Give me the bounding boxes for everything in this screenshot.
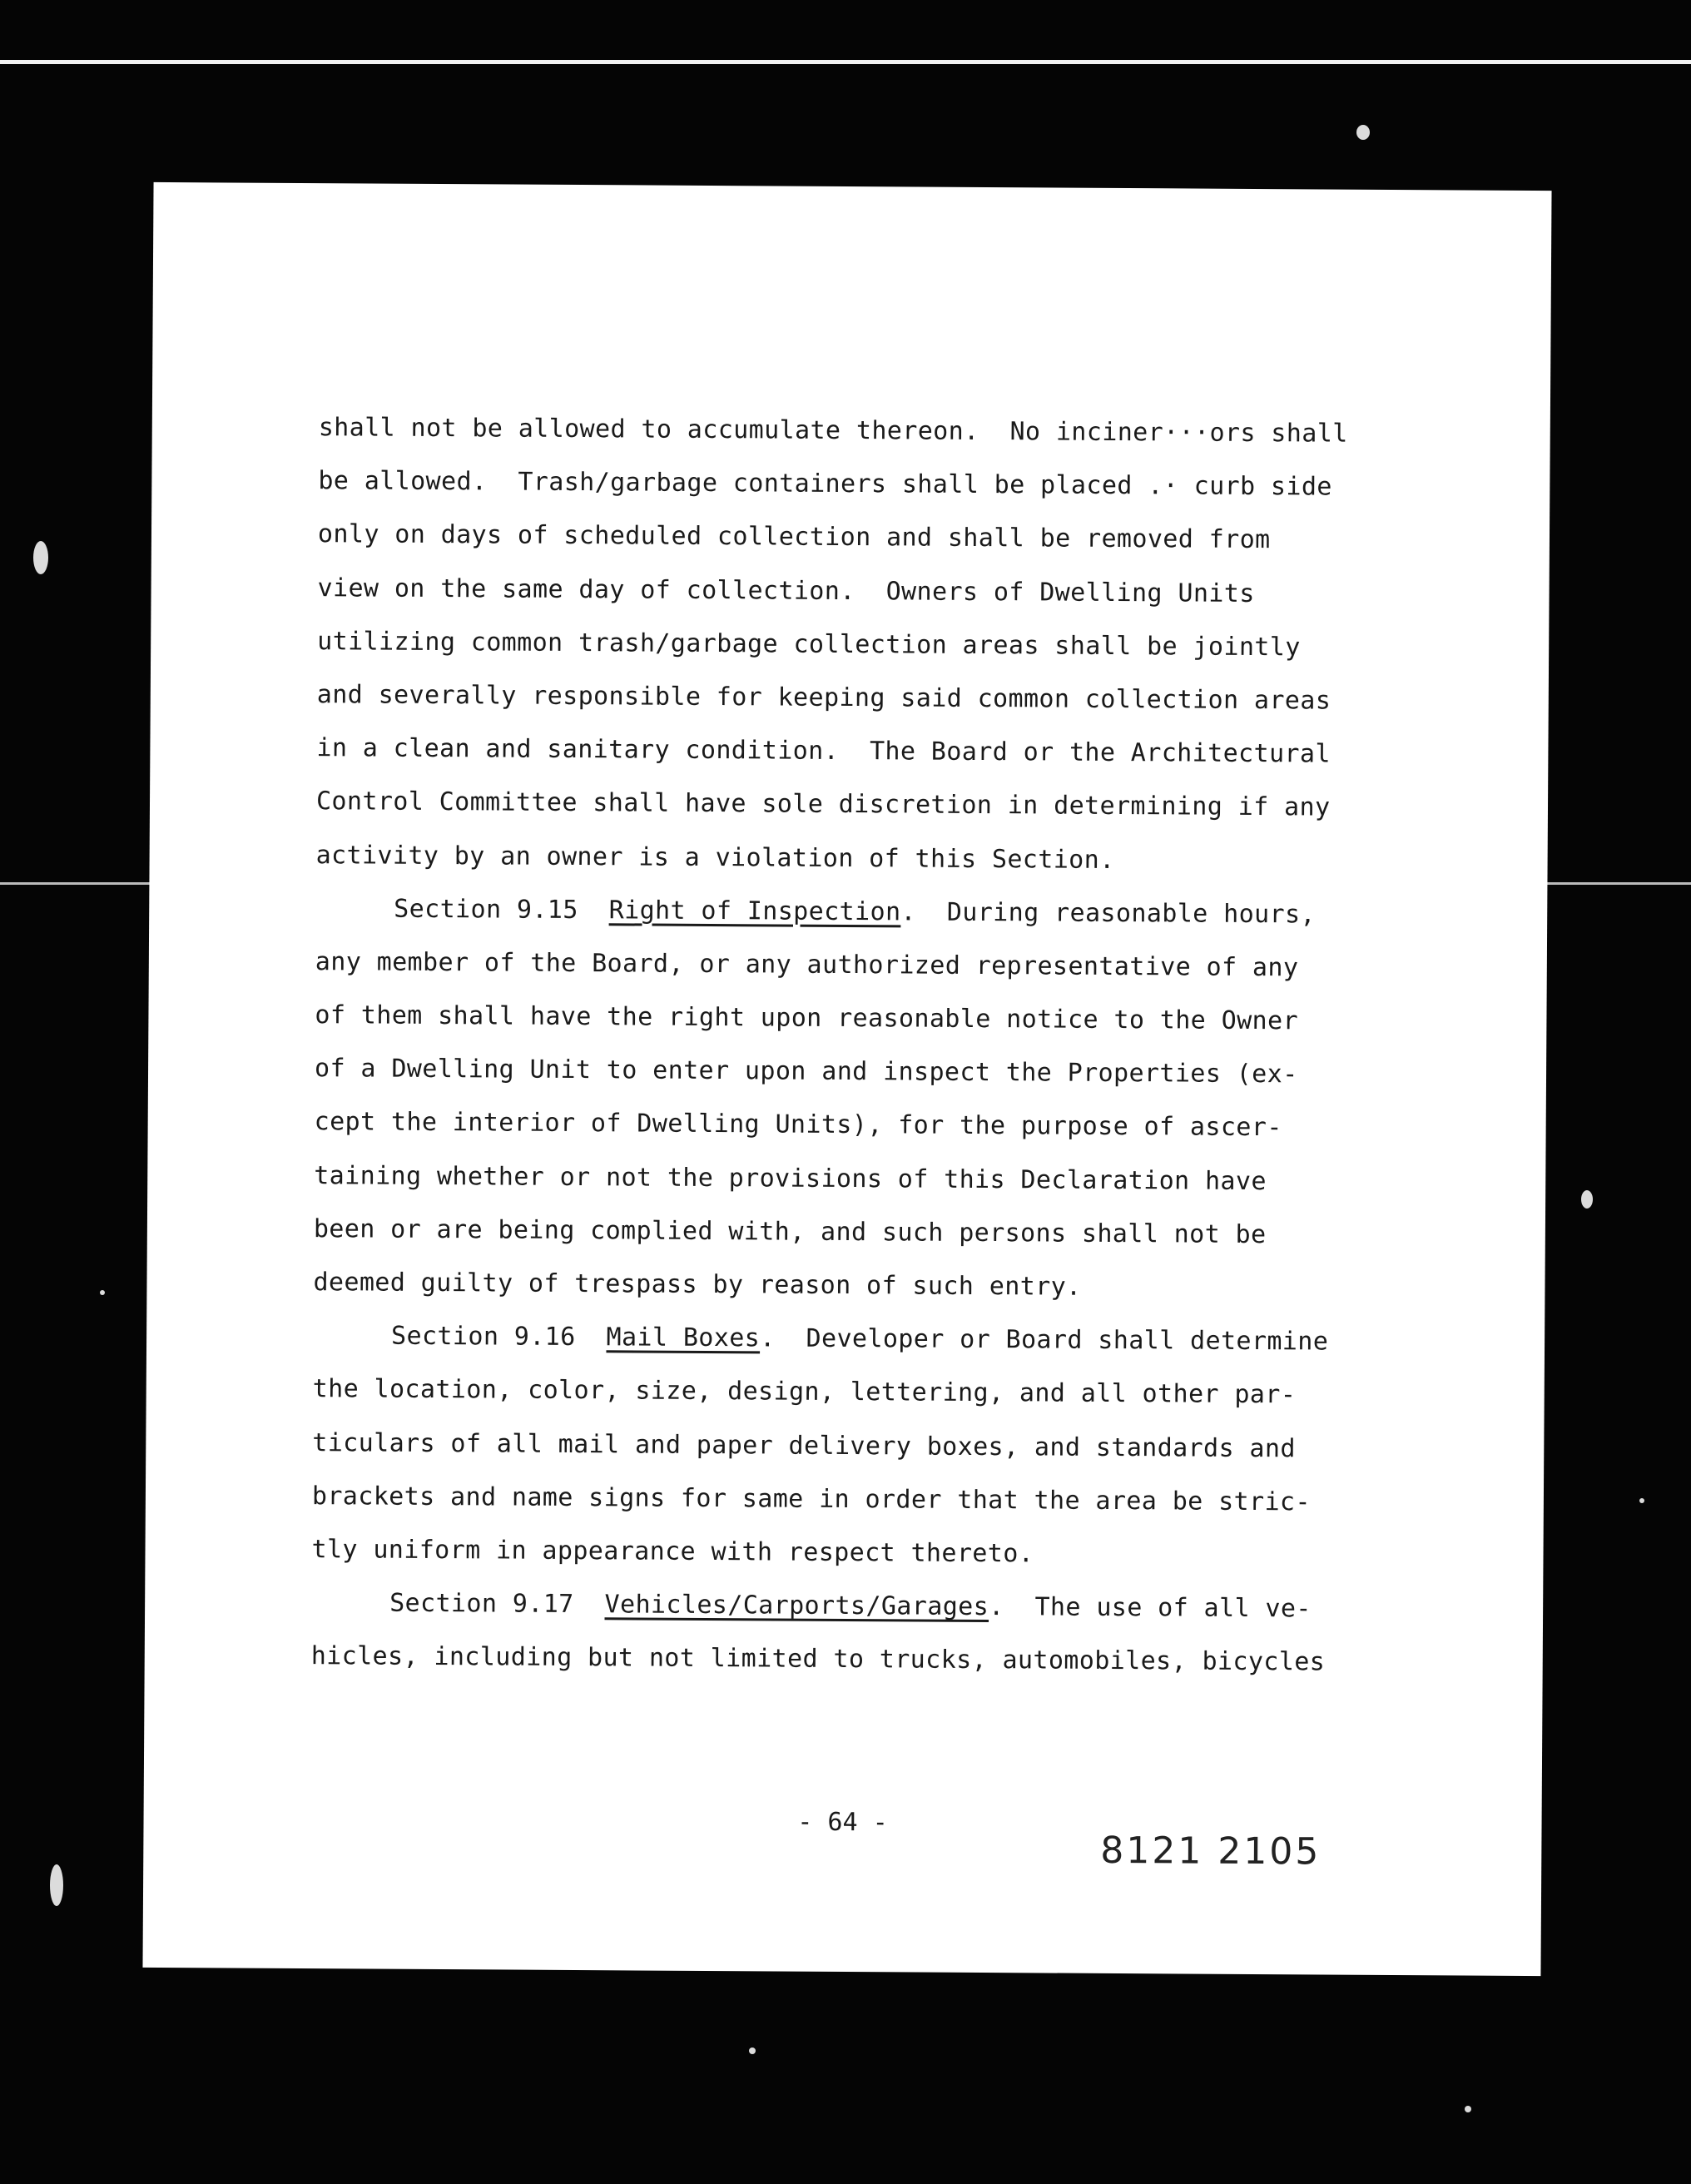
scan-speck bbox=[1581, 1190, 1593, 1209]
text-line bbox=[315, 829, 1414, 889]
line-text: activity by an owner is a violation of this Section. bbox=[315, 840, 1115, 875]
page-number: - 64 - bbox=[797, 1807, 888, 1838]
text-line bbox=[313, 1256, 1411, 1316]
line-text: utilizing common trash/garbage collection areas shall be jointly bbox=[317, 626, 1301, 663]
paragraph bbox=[311, 1576, 1411, 1690]
text-line bbox=[313, 1363, 1411, 1422]
text-line bbox=[311, 1523, 1410, 1583]
scan-speck bbox=[100, 1290, 105, 1295]
text-line bbox=[316, 775, 1415, 835]
text-line bbox=[313, 1309, 1411, 1369]
line-text: be allowed. Trash/garbage containers shall be placed .· curb side bbox=[318, 466, 1332, 502]
line-text: . During reasonable hours, bbox=[900, 897, 1317, 930]
section-label: Section 9.15 bbox=[394, 894, 609, 925]
line-text: of a Dwelling Unit to enter upon and inspect the Properties (ex- bbox=[314, 1054, 1298, 1090]
line-text: taining whether or not the provisions of this Declaration have bbox=[314, 1160, 1267, 1196]
top-frame-edge bbox=[0, 60, 1691, 64]
line-text: been or are being complied with, and such persons shall not be bbox=[313, 1214, 1267, 1249]
line-text: tly uniform in appearance with respect thereto. bbox=[311, 1535, 1034, 1569]
scan-speck bbox=[1639, 1498, 1644, 1503]
scan-speck bbox=[1465, 2106, 1471, 2112]
scan-speck bbox=[33, 541, 48, 574]
line-text: view on the same day of collection. Owners of Dwelling Units bbox=[317, 573, 1255, 608]
line-text: . Developer or Board shall determine bbox=[760, 1323, 1329, 1357]
line-text: in a clean and sanitary condition. The Board or the Architectural bbox=[316, 733, 1331, 769]
document-code: 8121 2105 bbox=[1100, 1829, 1322, 1874]
text-line bbox=[319, 401, 1417, 461]
right-frame-edge bbox=[1546, 882, 1691, 885]
scan-speck bbox=[1356, 125, 1370, 140]
line-text: . The use of all ve- bbox=[989, 1592, 1312, 1624]
text-line bbox=[317, 562, 1416, 622]
line-text: ticulars of all mail and paper delivery boxes, and standards and bbox=[312, 1427, 1296, 1463]
text-line bbox=[312, 1470, 1411, 1530]
paragraph bbox=[311, 1309, 1411, 1583]
line-text: cept the interior of Dwelling Units), for the purpose of ascer- bbox=[314, 1107, 1282, 1143]
text-line bbox=[318, 508, 1416, 568]
section-heading: Mail Boxes bbox=[606, 1323, 761, 1353]
paragraph bbox=[313, 882, 1414, 1317]
text-line bbox=[315, 989, 1413, 1049]
paragraph bbox=[315, 401, 1417, 889]
text-line bbox=[315, 1042, 1413, 1102]
section-label: Section 9.16 bbox=[390, 1321, 607, 1353]
line-text: the location, color, size, design, lettering, and all other par- bbox=[312, 1374, 1297, 1410]
text-line bbox=[315, 936, 1414, 995]
line-text: hicles, including but not limited to trucks, automobiles, bicycles bbox=[310, 1641, 1326, 1677]
line-text: any member of the Board, or any authorized representative of any bbox=[315, 946, 1299, 983]
text-line bbox=[318, 454, 1416, 514]
text-line bbox=[314, 1096, 1412, 1156]
scan-speck bbox=[50, 1864, 63, 1906]
scan-speck bbox=[749, 2048, 756, 2054]
text-line bbox=[311, 1576, 1410, 1636]
text-line bbox=[316, 722, 1415, 782]
line-text: Control Committee shall have sole discretion in determining if any bbox=[315, 787, 1331, 822]
line-text: only on days of scheduled collection and shall be removed from bbox=[317, 519, 1271, 555]
line-text: and severally responsible for keeping said common collection areas bbox=[316, 680, 1331, 716]
document-page bbox=[142, 182, 1551, 1976]
section-heading: Right of Inspection bbox=[608, 895, 901, 927]
line-text: brackets and name signs for same in order that the area be stric- bbox=[311, 1481, 1312, 1517]
section-label: Section 9.17 bbox=[389, 1588, 605, 1620]
text-line bbox=[317, 615, 1416, 675]
text-line bbox=[314, 1149, 1412, 1209]
text-line bbox=[314, 1203, 1412, 1263]
text-line bbox=[315, 882, 1414, 942]
section-heading: Vehicles/Carports/Garages bbox=[604, 1590, 989, 1622]
body-text bbox=[311, 401, 1417, 1690]
line-text: of them shall have the right upon reasonable notice to the Owner bbox=[315, 1000, 1299, 1036]
text-line bbox=[311, 1630, 1410, 1690]
line-text: deemed guilty of trespass by reason of such entry. bbox=[313, 1268, 1082, 1302]
text-line bbox=[317, 668, 1416, 728]
line-text: shall not be allowed to accumulate thereon. No inciner···ors shall bbox=[318, 413, 1348, 449]
left-frame-edge bbox=[0, 882, 150, 885]
text-line bbox=[312, 1417, 1411, 1477]
